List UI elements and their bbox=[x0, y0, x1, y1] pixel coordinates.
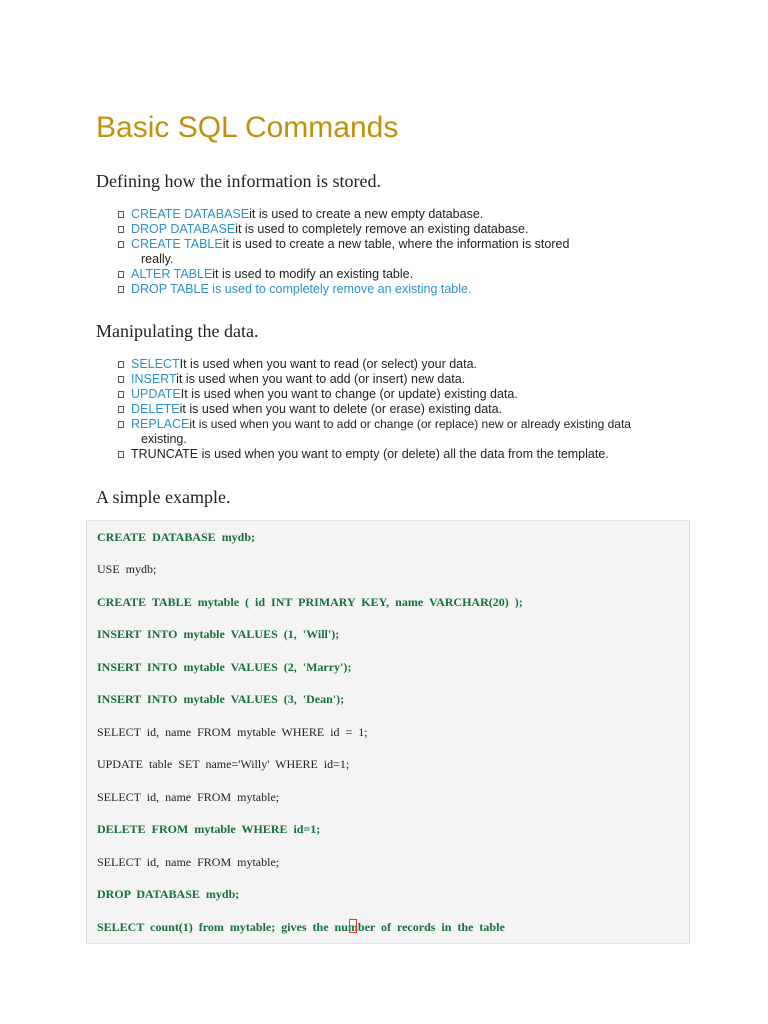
bullet-icon bbox=[118, 421, 124, 428]
code-example-block bbox=[86, 520, 690, 944]
command-keyword: REPLACE bbox=[131, 417, 190, 431]
bullet-icon bbox=[118, 451, 124, 458]
command-description: TRUNCATE is used when you want to empty (or delete) all the data from the template. bbox=[131, 447, 609, 461]
bullet-icon bbox=[118, 226, 124, 233]
manipulating-command-list bbox=[118, 357, 678, 462]
bullet-icon bbox=[118, 406, 124, 413]
list-item-create-database bbox=[118, 207, 678, 222]
command-description: It is used when you want to read (or select) your data. bbox=[179, 357, 478, 371]
list-item-delete bbox=[118, 402, 678, 417]
command-description: It is used when you want to change (or update) existing data. bbox=[180, 387, 518, 401]
command-keyword: ALTER TABLE bbox=[131, 267, 213, 281]
command-keyword: SELECT bbox=[131, 357, 180, 371]
code-line: SELECT count(1) from mytable; gives the number of records in the table bbox=[97, 920, 505, 934]
code-line: DELETE FROM mytable WHERE id=1; bbox=[97, 822, 321, 836]
command-keyword: DROP TABLE bbox=[131, 282, 209, 296]
command-keyword: UPDATE bbox=[131, 387, 181, 401]
list-item-create-table bbox=[118, 237, 678, 267]
list-item-truncate bbox=[118, 447, 678, 462]
command-description: is used to completely remove an existing table. bbox=[208, 282, 472, 296]
command-keyword: CREATE TABLE bbox=[131, 237, 223, 251]
bullet-icon bbox=[118, 361, 124, 368]
section-heading-example: A simple example. bbox=[96, 487, 231, 507]
code-line: CREATE DATABASE mydb; bbox=[97, 530, 256, 544]
bullet-icon bbox=[118, 211, 124, 218]
code-line: SELECT id, name FROM mytable; bbox=[97, 790, 280, 804]
bullet-icon bbox=[118, 271, 124, 278]
list-item-drop-table bbox=[118, 282, 678, 297]
code-line: USE mydb; bbox=[97, 562, 157, 576]
command-description: it is used to modify an existing table. bbox=[212, 267, 414, 281]
red-marker-icon bbox=[349, 919, 357, 933]
list-item-update bbox=[118, 387, 678, 402]
defining-command-list bbox=[118, 207, 678, 297]
code-line: SELECT id, name FROM mytable; bbox=[97, 855, 280, 869]
code-line: SELECT id, name FROM mytable WHERE id = 1; bbox=[97, 725, 368, 739]
code-line: UPDATE table SET name='Willy' WHERE id=1; bbox=[97, 757, 350, 771]
command-description: it is used to create a new table, where the information is stored bbox=[222, 237, 570, 251]
command-keyword: DELETE bbox=[131, 402, 180, 416]
section-heading-defining: Defining how the information is stored. bbox=[96, 171, 381, 191]
command-description: it is used when you want to add or change (or replace) new or already existing data bbox=[189, 417, 631, 431]
list-item-insert bbox=[118, 372, 678, 387]
code-line: INSERT INTO mytable VALUES (2, 'Marry'); bbox=[97, 660, 352, 674]
code-line: INSERT INTO mytable VALUES (3, 'Dean'); bbox=[97, 692, 345, 706]
bullet-icon bbox=[118, 391, 124, 398]
bullet-icon bbox=[118, 376, 124, 383]
command-description: it is used when you want to delete (or erase) existing data. bbox=[179, 402, 503, 416]
command-description: it is used to completely remove an existing database. bbox=[235, 222, 529, 236]
code-line: DROP DATABASE mydb; bbox=[97, 887, 240, 901]
command-description-continuation: existing. bbox=[141, 432, 187, 446]
list-item-select bbox=[118, 357, 678, 372]
bullet-icon bbox=[118, 286, 124, 293]
command-keyword: DROP DATABASE bbox=[131, 222, 236, 236]
command-keyword: CREATE DATABASE bbox=[131, 207, 250, 221]
command-description: it is used when you want to add (or insert) new data. bbox=[176, 372, 466, 386]
bullet-icon bbox=[118, 241, 124, 248]
command-description-continuation: really. bbox=[141, 252, 174, 266]
list-item-replace bbox=[118, 417, 678, 447]
code-line: CREATE TABLE mytable ( id INT PRIMARY KEY, name VARCHAR(20) ); bbox=[97, 595, 523, 609]
page-title: Basic SQL Commands bbox=[96, 111, 399, 144]
command-description: it is used to create a new empty database. bbox=[249, 207, 484, 221]
list-item-drop-database bbox=[118, 222, 678, 237]
code-line: INSERT INTO mytable VALUES (1, 'Will'); bbox=[97, 627, 340, 641]
list-item-alter-table bbox=[118, 267, 678, 282]
command-keyword: INSERT bbox=[131, 372, 177, 386]
section-heading-manipulating: Manipulating the data. bbox=[96, 321, 259, 341]
